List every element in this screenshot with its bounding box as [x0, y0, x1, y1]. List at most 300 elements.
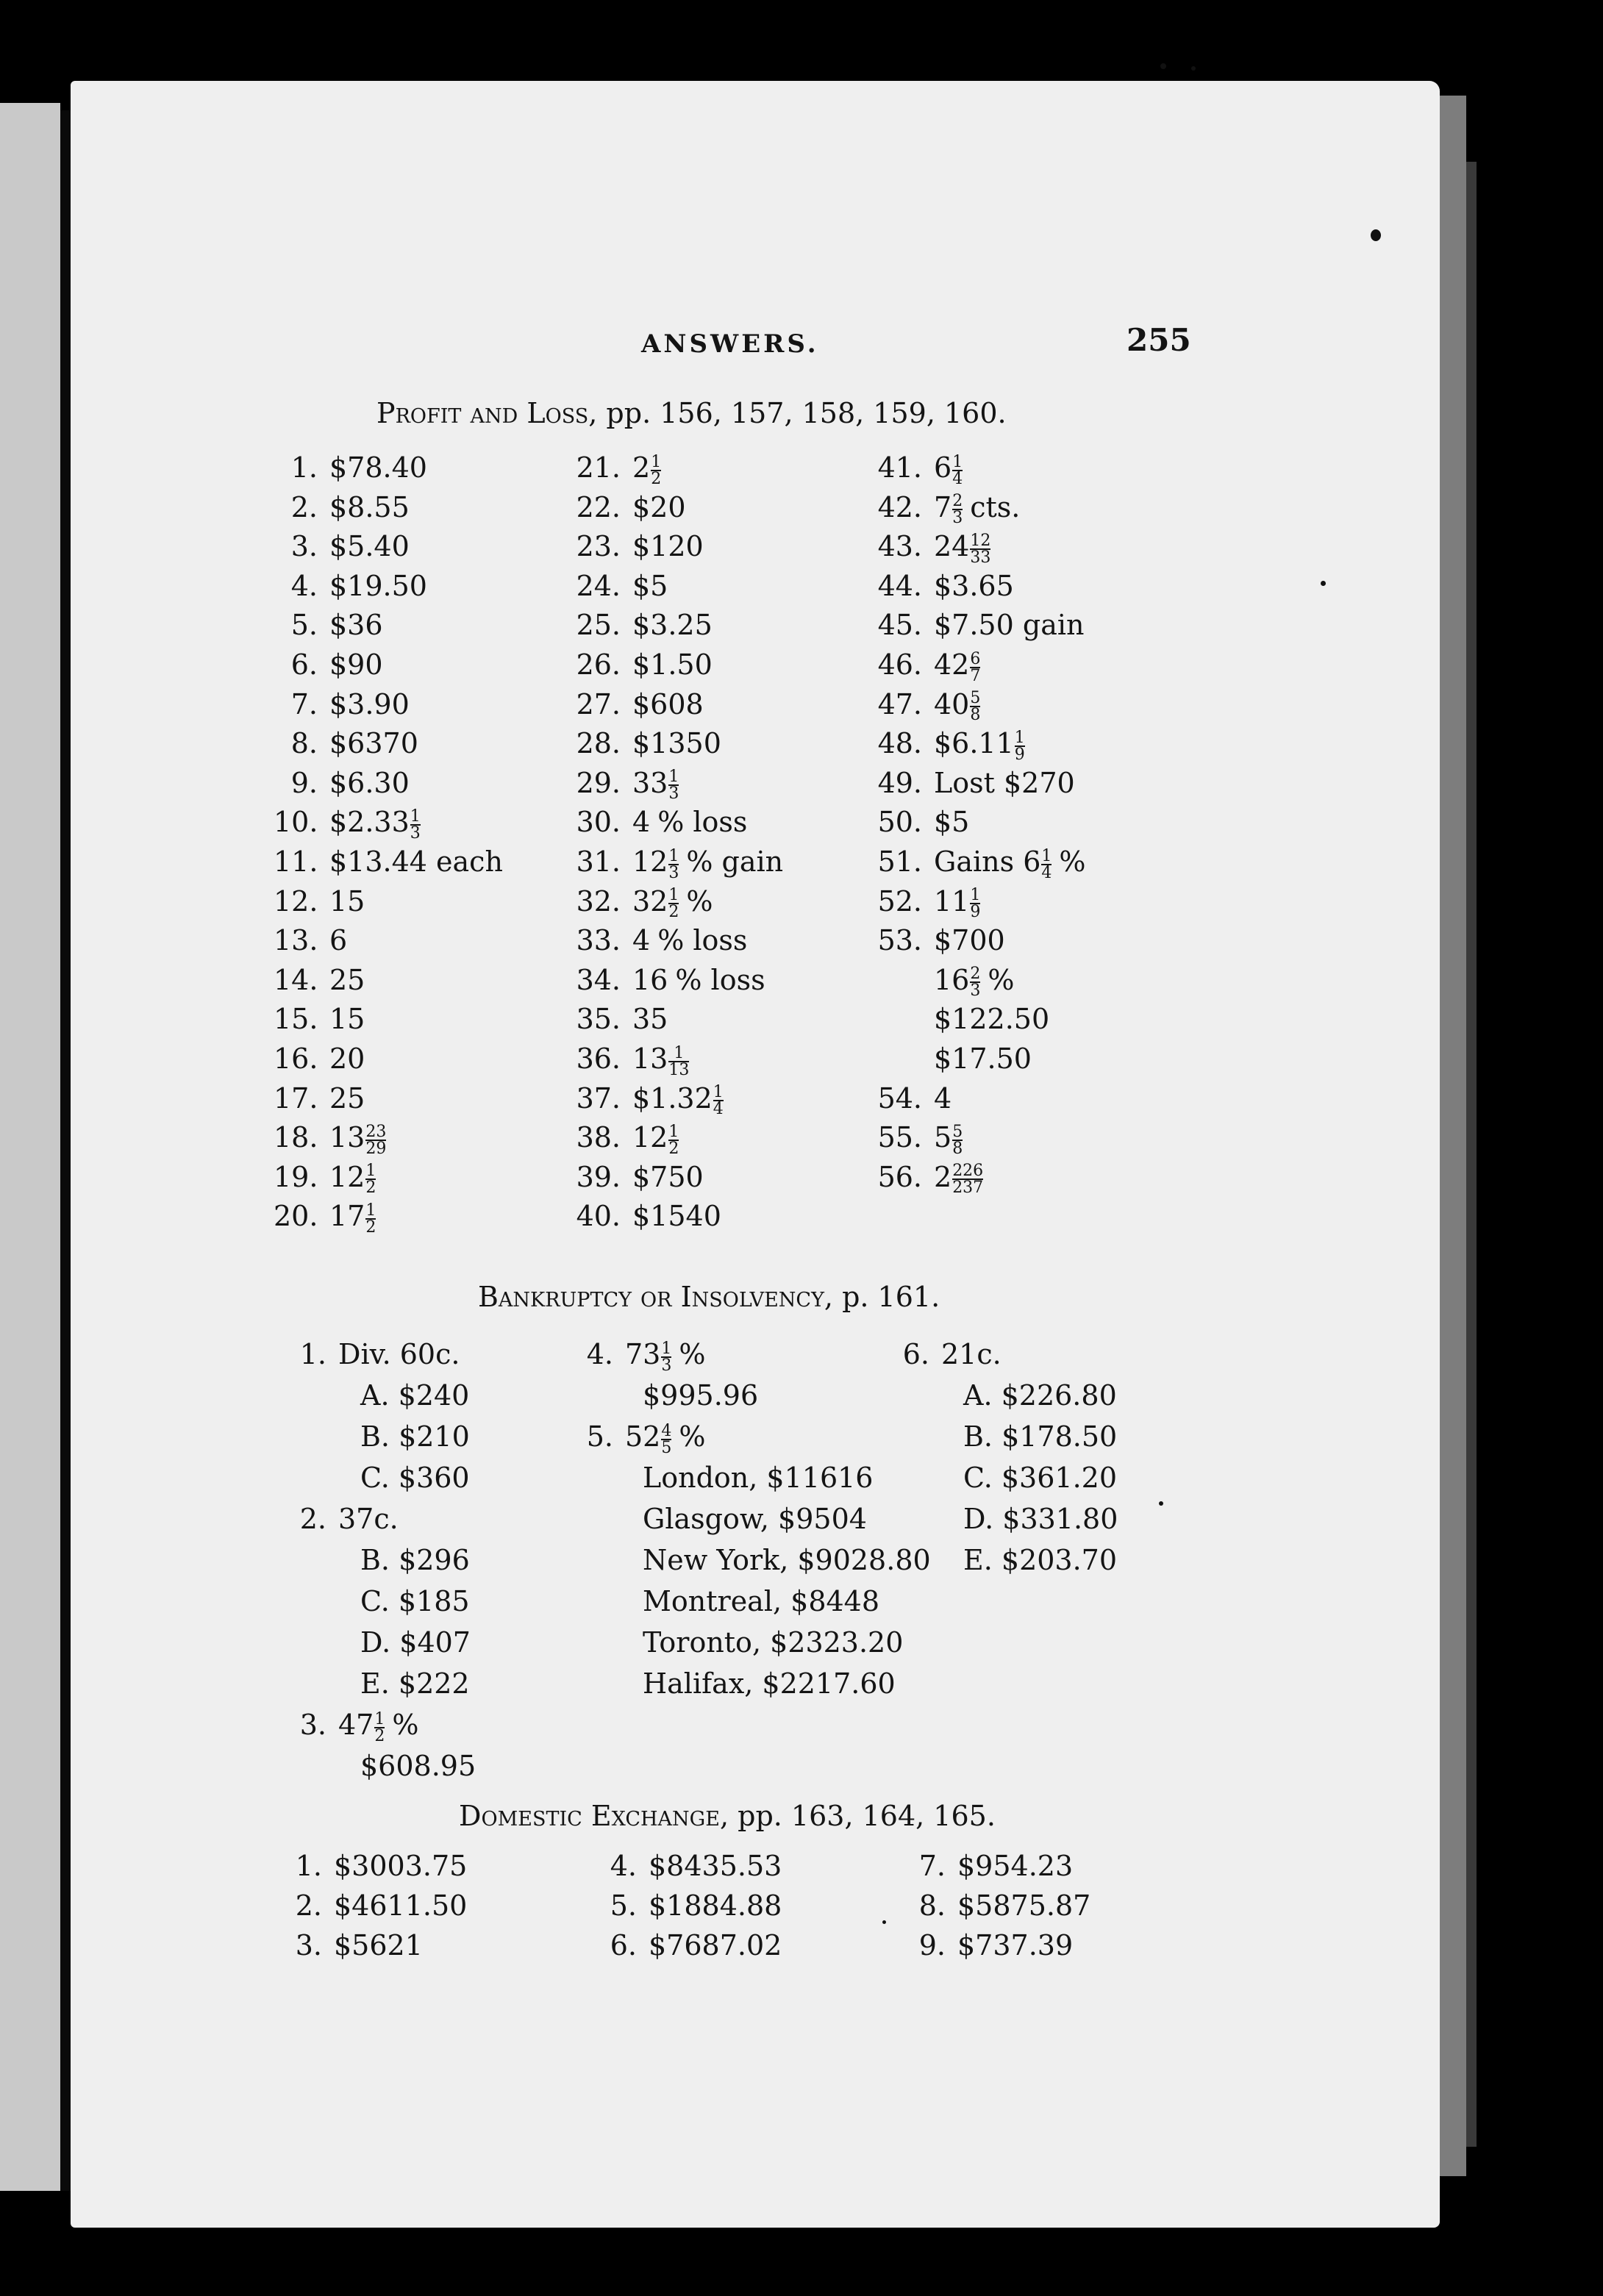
- answer-profit-col1-5: [274, 609, 383, 641]
- answer-number: 45.: [877, 609, 922, 642]
- answer-profit-col1-1: [274, 451, 427, 484]
- answer-number: 4.: [586, 1338, 613, 1370]
- answer-profit-col3-9: [868, 767, 1075, 799]
- answer-exchange-col3-2: [912, 1889, 1090, 1922]
- answer-exchange-col1-2: [288, 1889, 467, 1922]
- answer-bankruptcy-col1-2: [294, 1379, 469, 1412]
- answer-suffix: %: [686, 884, 713, 918]
- answer-number: 13.: [274, 924, 318, 957]
- answer-value: 20: [329, 1043, 365, 1075]
- answer-profit-col3-1: [868, 451, 963, 487]
- answer-value: $608.95: [360, 1750, 476, 1782]
- answer-value: 6: [934, 451, 952, 484]
- answer-number: 47.: [877, 687, 922, 720]
- answer-number: 27.: [576, 687, 621, 720]
- answer-number: 54.: [877, 1081, 922, 1115]
- answer-bankruptcy-col1-10: [294, 1709, 418, 1744]
- answer-number: 31.: [576, 845, 621, 878]
- page-number: 255: [1127, 322, 1191, 358]
- answer-value: $1.50: [632, 648, 713, 681]
- answer-number: 50.: [877, 806, 922, 839]
- answer-value: $3003.75: [334, 1850, 468, 1882]
- answer-exchange-col2-1: [603, 1850, 782, 1882]
- answer-suffix: %: [988, 963, 1015, 996]
- answer-bankruptcy-col2-8: [581, 1626, 903, 1659]
- answer-value: 21c.: [941, 1338, 1002, 1370]
- page-edge-shadow: [1440, 96, 1466, 2176]
- answer-bankruptcy-col1-5: [294, 1503, 399, 1535]
- answer-number: 1.: [295, 1850, 322, 1882]
- answer-profit-col2-1: [566, 451, 661, 487]
- answer-bankruptcy-col2-1: [581, 1338, 705, 1373]
- answer-value: $737.39: [957, 1929, 1074, 1961]
- answer-value: 2: [934, 1160, 952, 1193]
- answer-value: 15: [329, 884, 365, 918]
- answer-bankruptcy-col2-6: [581, 1544, 931, 1576]
- answer-value: $995.96: [643, 1379, 759, 1412]
- answer-profit-col3-13: [868, 924, 1005, 956]
- answer-number: 3.: [295, 1929, 322, 1961]
- answer-profit-col2-8: [566, 727, 721, 759]
- answer-value: 12: [329, 1160, 365, 1193]
- answer-bankruptcy-col3-3: [897, 1420, 1117, 1453]
- answer-number: 49.: [877, 766, 922, 799]
- answer-profit-col2-9: [566, 767, 679, 802]
- answer-profit-col3-3: [868, 530, 990, 565]
- answer-number: 53.: [877, 924, 922, 957]
- answer-bankruptcy-col3-6: [897, 1544, 1117, 1576]
- answer-profit-col1-2: [274, 491, 410, 523]
- answer-value: $19.50: [329, 569, 427, 602]
- answer-profit-col3-14: [868, 964, 1014, 999]
- answer-number: 12.: [274, 884, 318, 918]
- answer-profit-col1-15: [274, 1003, 365, 1035]
- answer-value: 13: [632, 1043, 668, 1075]
- answer-profit-col1-14: [274, 964, 365, 996]
- answer-suffix: % loss: [657, 806, 748, 839]
- answer-number: 1.: [290, 451, 318, 484]
- answer-number: 7.: [290, 687, 318, 720]
- answer-value: $3.25: [632, 609, 713, 642]
- answer-number: 11.: [274, 845, 318, 878]
- answer-number: 39.: [576, 1160, 621, 1193]
- answer-profit-col3-19: [868, 1161, 983, 1196]
- answer-value: $13.44 each: [329, 845, 503, 878]
- answer-value: 16: [632, 963, 668, 996]
- answer-number: 36.: [576, 1043, 621, 1075]
- fraction: $\frac{1}{4}$: [1041, 846, 1052, 882]
- fraction: $\frac{4}{5}$: [661, 1421, 672, 1457]
- answer-bankruptcy-col1-1: [294, 1338, 460, 1370]
- answer-number: 14.: [274, 963, 318, 996]
- answer-profit-col3-17: [868, 1082, 952, 1115]
- answer-bankruptcy-col3-2: [897, 1379, 1117, 1412]
- answer-profit-col2-14: [566, 964, 765, 996]
- answer-profit-col3-18: [868, 1121, 963, 1156]
- answer-number: 16.: [274, 1043, 318, 1075]
- answer-number: 9.: [918, 1929, 946, 1961]
- answer-suffix: %: [1059, 845, 1086, 878]
- answer-value: B. $296: [360, 1544, 470, 1576]
- answer-number: 5.: [586, 1420, 613, 1453]
- answer-suffix: % loss: [675, 963, 765, 996]
- answer-number: 32.: [576, 884, 621, 918]
- answer-number: 48.: [877, 727, 922, 760]
- answer-number: 38.: [576, 1121, 621, 1154]
- answer-profit-col1-6: [274, 648, 383, 681]
- answer-value: 4: [934, 1081, 952, 1115]
- answer-suffix: %: [679, 1338, 706, 1370]
- answer-value: $7.50 gain: [934, 609, 1085, 642]
- answer-profit-col2-7: [566, 688, 704, 720]
- answer-number: 25.: [576, 609, 621, 642]
- answer-profit-col3-12: [868, 885, 980, 920]
- answer-profit-col2-11: [566, 845, 783, 881]
- answer-value: 40: [934, 687, 970, 720]
- answer-value: $17.50: [934, 1043, 1032, 1075]
- answer-number: 4.: [610, 1850, 637, 1882]
- answer-value: London, $11616: [643, 1462, 874, 1494]
- answer-value: 12: [632, 1121, 668, 1154]
- answer-value: Montreal, $8448: [643, 1585, 880, 1617]
- fraction: $\frac{1}{9}$: [970, 886, 981, 922]
- section-title-profit-and-loss: Profit and Loss, pp. 156, 157, 158, 159, 160.: [376, 397, 1007, 429]
- answer-number: 2.: [290, 490, 318, 523]
- answer-profit-col3-7: [868, 688, 980, 723]
- answer-value: E. $222: [360, 1667, 470, 1700]
- answer-profit-col2-15: [566, 1003, 668, 1035]
- answer-number: 22.: [576, 490, 621, 523]
- answer-profit-col1-17: [274, 1082, 365, 1115]
- answer-number: 2.: [295, 1889, 322, 1922]
- fraction: $\frac{23}{29}$: [365, 1122, 387, 1158]
- answer-value: $78.40: [329, 451, 427, 484]
- fraction: $\frac{1}{3}$: [668, 846, 679, 882]
- answer-profit-col2-17: [566, 1082, 724, 1117]
- answer-profit-col1-19: [274, 1161, 376, 1196]
- answer-value: B. $210: [360, 1420, 470, 1453]
- answer-value: $36: [329, 609, 383, 642]
- answer-profit-col2-5: [566, 609, 713, 641]
- answer-value: New York, $9028.80: [643, 1544, 931, 1576]
- answer-value: 24: [934, 530, 970, 563]
- answer-profit-col1-13: [274, 924, 347, 956]
- answer-bankruptcy-col1-7: [294, 1585, 470, 1617]
- fraction: $\frac{2}{3}$: [970, 965, 981, 1001]
- answer-value: 42: [934, 648, 970, 681]
- answer-bankruptcy-col2-3: [581, 1420, 705, 1456]
- answer-number: 55.: [877, 1121, 922, 1154]
- answer-number: 52.: [877, 884, 922, 918]
- answer-value: 47: [338, 1709, 374, 1741]
- answer-value: 52: [625, 1420, 661, 1453]
- answer-value: 11: [934, 884, 970, 918]
- answer-exchange-col2-3: [603, 1929, 782, 1961]
- fraction: $\frac{1}{2}$: [365, 1201, 376, 1237]
- answer-number: 17.: [274, 1081, 318, 1115]
- answer-number: 4.: [290, 569, 318, 602]
- answer-profit-col1-8: [274, 727, 418, 759]
- answer-value: $700: [934, 924, 1005, 957]
- answer-value: $3.65: [934, 569, 1014, 602]
- answer-value: C. $185: [360, 1585, 470, 1617]
- answer-number: 23.: [576, 530, 621, 563]
- answer-profit-col3-8: [868, 727, 1025, 762]
- answer-value: 12: [632, 845, 668, 878]
- answer-value: B. $178.50: [963, 1420, 1118, 1453]
- answer-bankruptcy-col3-5: [897, 1503, 1118, 1535]
- answer-value: $1.32: [632, 1081, 713, 1115]
- answer-exchange-col1-3: [288, 1929, 423, 1961]
- answer-profit-col1-9: [274, 767, 410, 799]
- answer-value: 6: [329, 924, 348, 957]
- fraction: $\frac{5}{8}$: [970, 689, 981, 725]
- answer-value: 33: [632, 766, 668, 799]
- answer-value: $6.30: [329, 766, 410, 799]
- fraction: $\frac{1}{2}$: [374, 1709, 385, 1745]
- answer-value: D. $407: [360, 1626, 471, 1659]
- answer-value: $7687.02: [649, 1929, 782, 1961]
- answer-bankruptcy-col1-3: [294, 1420, 470, 1453]
- answer-number: 8.: [918, 1889, 946, 1922]
- answer-profit-col3-4: [868, 570, 1014, 602]
- answer-profit-col3-16: [868, 1043, 1032, 1075]
- answer-value: 13: [329, 1121, 365, 1154]
- answer-profit-col2-2: [566, 491, 686, 523]
- answer-value: $4611.50: [334, 1889, 468, 1922]
- answer-number: 1.: [299, 1338, 326, 1370]
- answer-bankruptcy-col3-4: [897, 1462, 1117, 1494]
- fraction: $\frac{2}{3}$: [952, 492, 963, 528]
- fraction: $\frac{1}{9}$: [1014, 728, 1025, 764]
- answer-number: 6.: [290, 648, 318, 681]
- answer-value: $6.11: [934, 727, 1014, 760]
- answer-value: $20: [632, 490, 686, 523]
- answer-value: 17: [329, 1200, 365, 1233]
- answer-exchange-col2-2: [603, 1889, 782, 1922]
- answer-value: 25: [329, 963, 365, 996]
- answer-profit-col2-12: [566, 885, 713, 920]
- fraction: $\frac{1}{2}$: [365, 1162, 376, 1198]
- answer-number: 44.: [877, 569, 922, 602]
- answer-number: 18.: [274, 1121, 318, 1154]
- answer-profit-col1-12: [274, 885, 365, 918]
- answer-number: 21.: [576, 451, 621, 484]
- answer-value: $954.23: [957, 1850, 1074, 1882]
- answer-value: $8435.53: [649, 1850, 782, 1882]
- answer-value: Div. 60c.: [338, 1338, 460, 1370]
- answer-profit-col1-16: [274, 1043, 365, 1075]
- fraction: $\frac{1}{3}$: [410, 807, 421, 843]
- answer-number: 35.: [576, 1003, 621, 1036]
- fraction: $\frac{5}{8}$: [952, 1122, 963, 1158]
- section-title-bankruptcy: Bankruptcy or Insolvency, p. 161.: [478, 1281, 940, 1313]
- answer-profit-col3-15: [868, 1003, 1049, 1035]
- answer-value: $5: [632, 569, 668, 602]
- answer-value: $608: [632, 687, 704, 720]
- answer-value: $3.90: [329, 687, 410, 720]
- answer-number: 10.: [274, 806, 318, 839]
- answer-number: 5.: [290, 609, 318, 642]
- section-title-domestic-exchange: Domestic Exchange, pp. 163, 164, 165.: [459, 1800, 996, 1832]
- answer-profit-col1-11: [274, 845, 503, 878]
- answer-suffix: %: [679, 1420, 706, 1453]
- answer-bankruptcy-col2-7: [581, 1585, 879, 1617]
- answer-bankruptcy-col1-8: [294, 1626, 471, 1659]
- answer-value: $5875.87: [957, 1889, 1091, 1922]
- fraction: $\frac{1}{2}$: [668, 886, 679, 922]
- answer-exchange-col1-1: [288, 1850, 467, 1882]
- answer-suffix: % gain: [686, 845, 784, 878]
- answer-profit-col2-13: [566, 924, 747, 956]
- answer-profit-col2-19: [566, 1161, 704, 1193]
- answer-profit-col2-16: [566, 1043, 689, 1078]
- answer-number: 3.: [290, 530, 318, 563]
- answer-number: 28.: [576, 727, 621, 760]
- fraction: $\frac{1}{3}$: [661, 1339, 672, 1375]
- answer-number: 42.: [877, 490, 922, 523]
- answer-bankruptcy-col1-9: [294, 1667, 470, 1700]
- answer-value: 25: [329, 1081, 365, 1115]
- answer-value: 4: [632, 806, 651, 839]
- answer-value: $5621: [334, 1929, 423, 1961]
- answer-value: A. $240: [360, 1379, 470, 1412]
- answer-suffix: cts.: [970, 490, 1021, 523]
- answer-value: 7: [934, 490, 952, 523]
- answer-number: 19.: [274, 1160, 318, 1193]
- answer-number: 6.: [902, 1338, 929, 1370]
- answer-profit-col2-10: [566, 806, 747, 838]
- answer-exchange-col3-1: [912, 1850, 1073, 1882]
- answer-number: 41.: [877, 451, 922, 484]
- fraction: $\frac{12}{33}$: [970, 531, 991, 567]
- answer-value: $8.55: [329, 490, 410, 523]
- answer-number: 20.: [274, 1200, 318, 1233]
- answer-value: 5: [934, 1121, 952, 1154]
- answer-number: 26.: [576, 648, 621, 681]
- fraction: $\frac{1}{2}$: [651, 452, 662, 488]
- book-gutter: [60, 110, 71, 2191]
- answer-value: Toronto, $2323.20: [643, 1626, 904, 1659]
- answer-profit-col2-18: [566, 1121, 679, 1156]
- answer-profit-col1-18: [274, 1121, 386, 1156]
- answer-profit-col3-6: [868, 648, 980, 684]
- answer-value: C. $361.20: [963, 1462, 1118, 1494]
- answer-value: A. $226.80: [963, 1379, 1117, 1412]
- answer-profit-col1-20: [274, 1200, 376, 1235]
- answer-profit-col2-3: [566, 530, 704, 562]
- answer-number: 3.: [299, 1709, 326, 1741]
- answer-value: 15: [329, 1003, 365, 1036]
- fraction: $\frac{1}{2}$: [668, 1122, 679, 1158]
- answer-number: 5.: [610, 1889, 637, 1922]
- answer-value: Glasgow, $9504: [643, 1503, 867, 1535]
- answer-value: 73: [625, 1338, 661, 1370]
- answer-value: D. $331.80: [963, 1503, 1118, 1535]
- answer-bankruptcy-col2-2: [581, 1379, 758, 1412]
- answer-value: Halifax, $2217.60: [643, 1667, 896, 1700]
- answer-number: 29.: [576, 766, 621, 799]
- fraction: $\frac{1}{4}$: [713, 1083, 724, 1119]
- answer-suffix: % loss: [657, 924, 748, 957]
- fraction: $\frac{226}{237}$: [952, 1162, 984, 1198]
- answer-value: $1350: [632, 727, 721, 760]
- answer-value: Lost $270: [934, 766, 1075, 799]
- answer-number: 43.: [877, 530, 922, 563]
- answer-value: $1540: [632, 1200, 721, 1233]
- answer-bankruptcy-col3-1: [897, 1338, 1002, 1370]
- answer-suffix: %: [392, 1709, 419, 1741]
- fraction: $\frac{1}{13}$: [668, 1043, 690, 1079]
- facing-page-strip: [0, 103, 60, 2191]
- answer-profit-col1-10: [274, 806, 421, 841]
- answer-value: $5: [934, 806, 970, 839]
- answer-number: 34.: [576, 963, 621, 996]
- answer-number: 33.: [576, 924, 621, 957]
- answer-value: $2.33: [329, 806, 410, 839]
- answer-bankruptcy-col1-6: [294, 1544, 470, 1576]
- answer-profit-col3-10: [868, 806, 969, 838]
- answer-profit-col3-2: [868, 491, 1020, 526]
- answer-number: 56.: [877, 1160, 922, 1193]
- answer-bankruptcy-col1-11: [294, 1750, 476, 1782]
- answer-number: 7.: [918, 1850, 946, 1882]
- page-edge-dark: [1466, 162, 1477, 2147]
- fraction: $\frac{6}{7}$: [970, 649, 981, 685]
- answer-value: 4: [632, 924, 651, 957]
- answer-value: $120: [632, 530, 704, 563]
- answer-profit-col3-11: [868, 845, 1086, 881]
- answer-number: 46.: [877, 648, 922, 681]
- answer-number: 15.: [274, 1003, 318, 1036]
- answer-number: 8.: [290, 727, 318, 760]
- answer-value: $6370: [329, 727, 418, 760]
- answer-value: $5.40: [329, 530, 410, 563]
- answer-value: $750: [632, 1160, 704, 1193]
- answer-number: 37.: [576, 1081, 621, 1115]
- answer-profit-col2-4: [566, 570, 668, 602]
- answer-value: 16: [934, 963, 970, 996]
- answer-bankruptcy-col2-9: [581, 1667, 896, 1700]
- answer-value: 37c.: [338, 1503, 399, 1535]
- answer-value: $1884.88: [649, 1889, 782, 1922]
- fraction: $\frac{1}{4}$: [952, 452, 963, 488]
- answer-number: 6.: [610, 1929, 637, 1961]
- answer-number: 2.: [299, 1503, 326, 1535]
- answer-bankruptcy-col1-4: [294, 1462, 470, 1494]
- answer-exchange-col3-3: [912, 1929, 1073, 1961]
- answer-number: 51.: [877, 845, 922, 878]
- answer-number: 9.: [290, 766, 318, 799]
- fraction: $\frac{1}{3}$: [668, 768, 679, 804]
- answer-value: 35: [632, 1003, 668, 1036]
- answer-value: C. $360: [360, 1462, 470, 1494]
- answer-value: $90: [329, 648, 383, 681]
- answer-number: 40.: [576, 1200, 621, 1233]
- answer-bankruptcy-col2-5: [581, 1503, 867, 1535]
- answer-value: $122.50: [934, 1003, 1050, 1036]
- answer-profit-col2-20: [566, 1200, 721, 1232]
- answer-number: 24.: [576, 569, 621, 602]
- answer-value: Gains 6: [934, 845, 1041, 878]
- answer-bankruptcy-col2-4: [581, 1462, 873, 1494]
- answer-number: 30.: [576, 806, 621, 839]
- running-head: ANSWERS.: [641, 329, 819, 359]
- answer-profit-col2-6: [566, 648, 713, 681]
- answer-profit-col1-7: [274, 688, 410, 720]
- answer-value: 2: [632, 451, 651, 484]
- answer-profit-col1-3: [274, 530, 410, 562]
